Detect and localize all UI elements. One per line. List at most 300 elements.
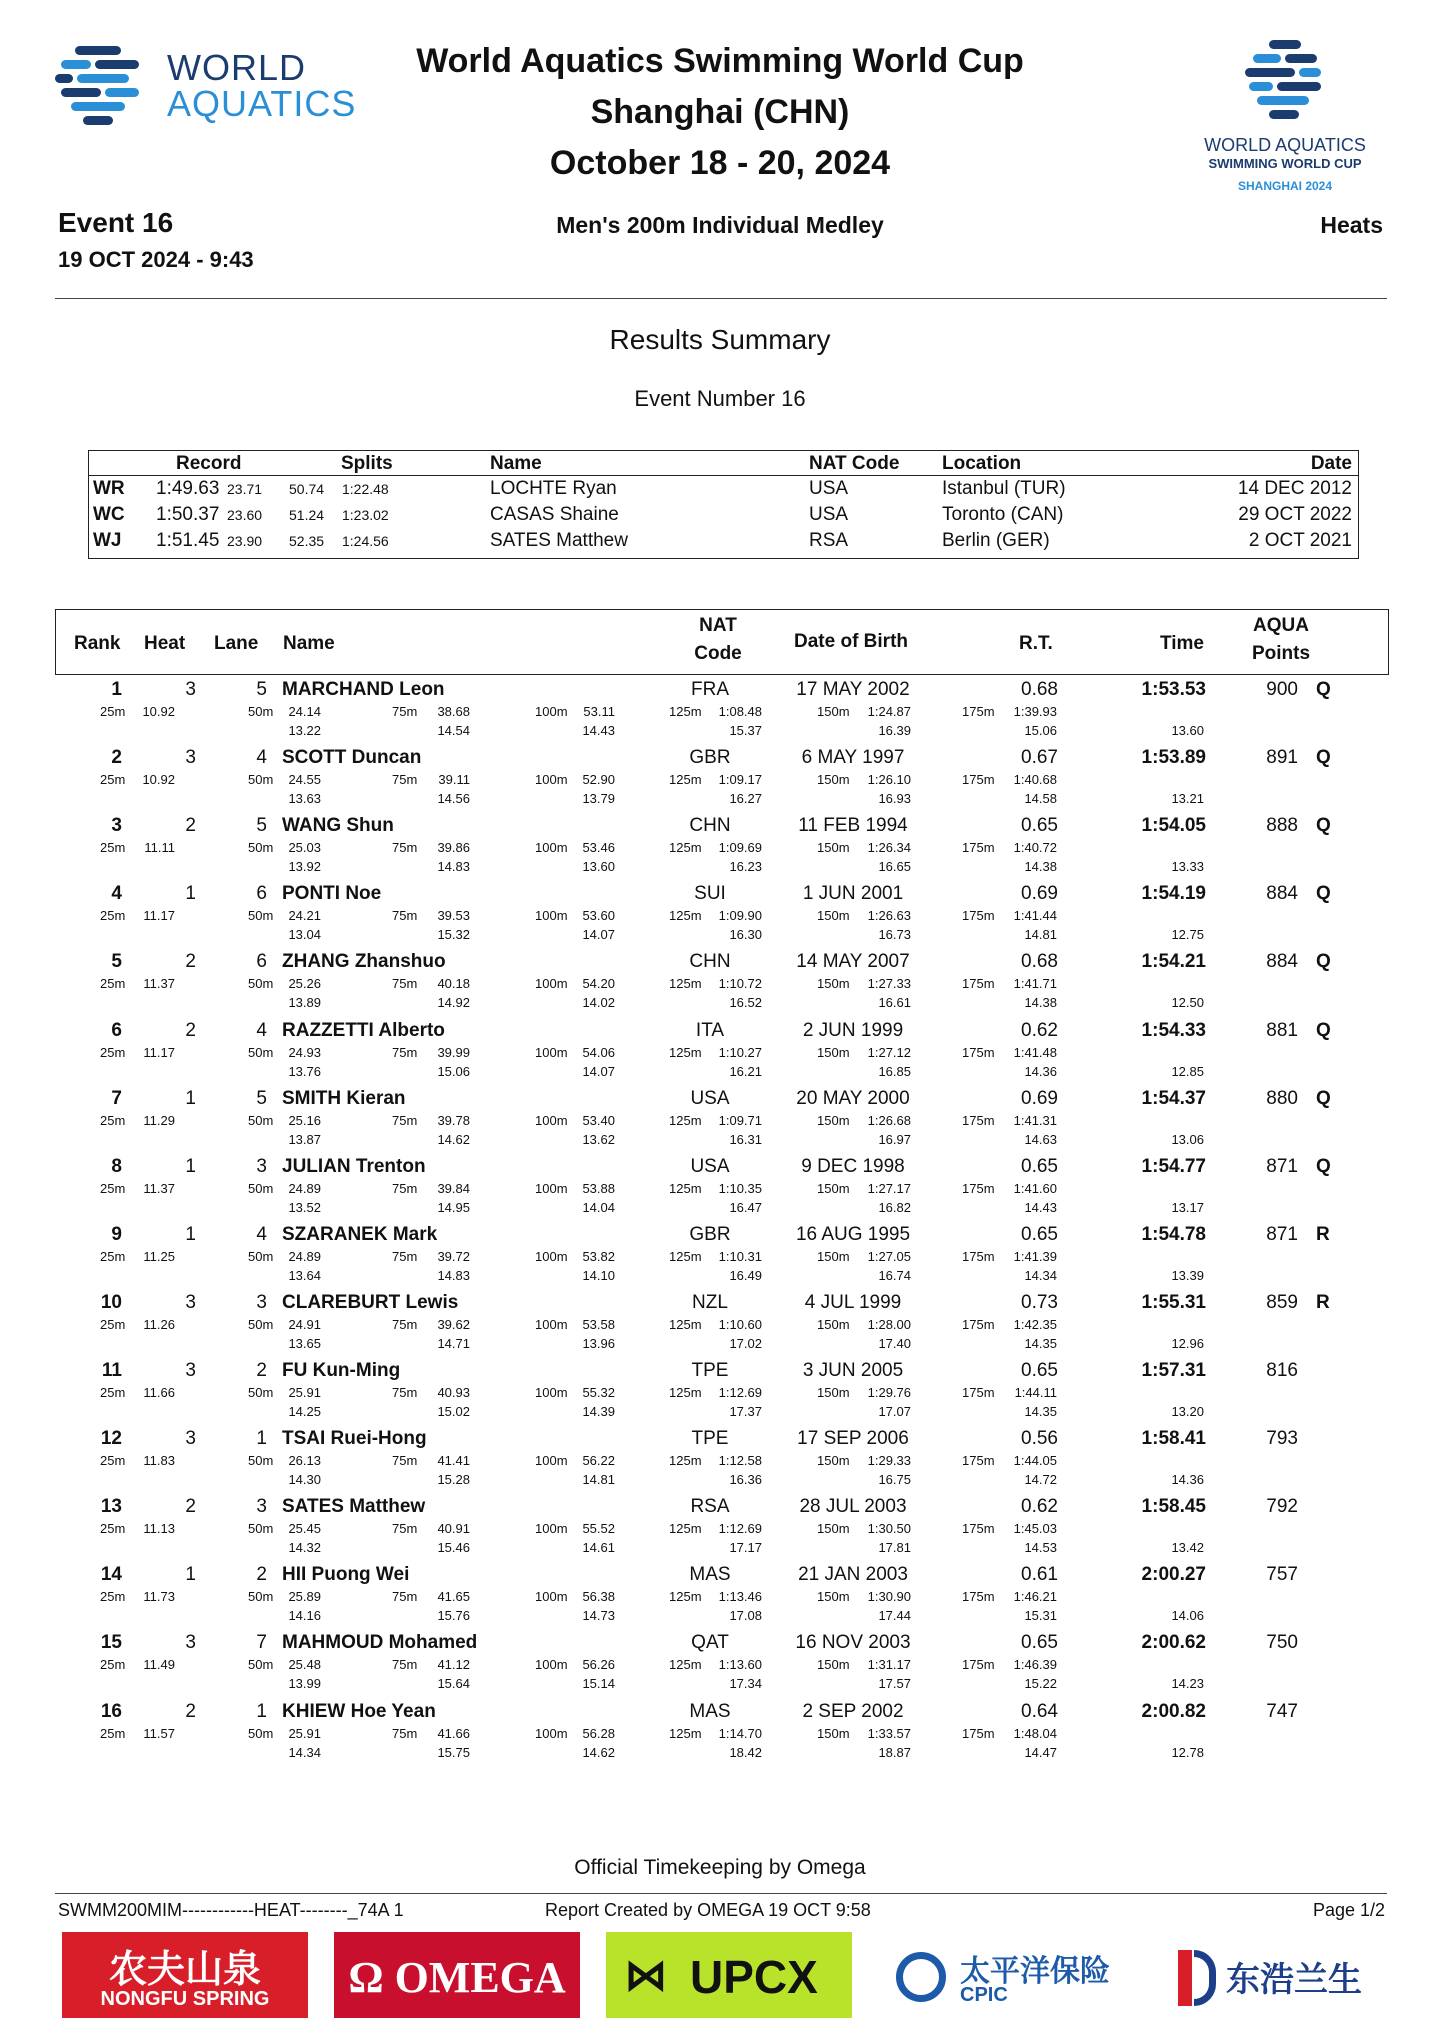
split-time: 1:30.90 — [867, 1589, 911, 1605]
split-label: 150m — [817, 1112, 850, 1128]
result-rt: 0.61 — [1021, 1564, 1058, 1586]
split-label: 175m — [962, 1521, 995, 1537]
split-label: 125m — [669, 1044, 702, 1060]
lap-time: 14.62 — [582, 1744, 615, 1760]
split-label: 125m — [669, 1589, 702, 1605]
result-rank: 7 — [111, 1087, 122, 1109]
split-label: 100m — [535, 1180, 568, 1196]
lap-time: 15.14 — [582, 1676, 615, 1692]
split-time: 11.37 — [143, 1180, 175, 1196]
split-label: 100m — [535, 908, 568, 924]
footer-divider — [55, 1893, 1387, 1894]
lap-time: 14.35 — [1024, 1335, 1057, 1351]
result-heat: 3 — [185, 1428, 196, 1450]
result-row — [0, 747, 1440, 815]
result-dob: 2 JUN 1999 — [802, 1019, 904, 1041]
split-label: 175m — [962, 1589, 995, 1605]
split-label: 25m — [100, 1180, 126, 1196]
records-header-date: Date — [1310, 453, 1352, 474]
result-dob: 17 SEP 2006 — [797, 1428, 909, 1450]
result-name: MAHMOUD Mohamed — [282, 1632, 478, 1654]
split-label: 150m — [817, 704, 850, 719]
result-points: 871 — [1266, 1223, 1298, 1245]
result-nat: FRA — [691, 679, 729, 700]
lap-time: 14.38 — [1024, 995, 1057, 1011]
split-label: 50m — [248, 772, 274, 788]
lap-time: 12.85 — [1171, 1063, 1204, 1079]
lap-time: 13.60 — [1171, 723, 1204, 738]
split-time: 1:48.04 — [1013, 1725, 1057, 1741]
split-label: 25m — [100, 1589, 126, 1605]
split-label: 75m — [392, 1385, 418, 1400]
result-name: PONTI Noe — [282, 883, 382, 905]
result-time: 1:54.77 — [1141, 1155, 1206, 1177]
split-label: 125m — [669, 1385, 702, 1400]
split-label: 175m — [962, 1112, 995, 1128]
lap-time: 17.08 — [729, 1608, 762, 1624]
result-heat: 3 — [185, 1291, 196, 1313]
lap-time: 13.96 — [582, 1335, 615, 1351]
split-label: 75m — [392, 1521, 418, 1537]
split-time: 53.60 — [582, 908, 615, 924]
split-time: 1:13.60 — [718, 1657, 762, 1673]
result-rank: 4 — [111, 883, 122, 905]
split-time: 39.84 — [437, 1180, 470, 1196]
result-rt: 0.65 — [1021, 1223, 1058, 1245]
result-nat: GBR — [689, 747, 731, 769]
lap-time: 14.38 — [1024, 859, 1057, 875]
result-lane: 4 — [256, 747, 267, 769]
result-row — [0, 1564, 1440, 1632]
result-rank: 6 — [111, 1019, 122, 1041]
split-time: 11.83 — [143, 1453, 175, 1469]
result-time: 2:00.82 — [1141, 1700, 1206, 1722]
lap-time: 14.83 — [437, 859, 470, 875]
result-rank: 8 — [111, 1155, 122, 1177]
record-split-150: 1:23.02 — [342, 507, 389, 523]
result-lane: 7 — [256, 1632, 267, 1654]
split-time: 1:09.69 — [718, 840, 762, 856]
split-time: 1:42.35 — [1013, 1316, 1057, 1332]
result-qualifier: R — [1316, 1223, 1330, 1245]
record-location: Toronto (CAN) — [942, 504, 1064, 525]
sponsor-cpic-logo — [880, 1932, 1130, 2018]
split-label: 125m — [669, 1521, 702, 1537]
lap-time: 14.71 — [437, 1335, 470, 1351]
split-label: 175m — [962, 1248, 995, 1264]
split-label: 150m — [817, 908, 850, 924]
result-dob: 28 JUL 2003 — [799, 1496, 907, 1518]
result-row — [0, 1428, 1440, 1496]
result-rank: 5 — [111, 951, 122, 973]
results-header — [55, 609, 1389, 675]
result-dob: 6 MAY 1997 — [801, 747, 905, 769]
sponsor-nongfu-name: 农夫山泉 — [108, 1949, 261, 1991]
lap-time: 14.30 — [288, 1472, 321, 1488]
split-label: 100m — [535, 1453, 568, 1469]
result-nat: CHN — [689, 815, 731, 837]
world-cup-logo-line-2: SWIMMING WORLD CUP — [1208, 156, 1362, 171]
lap-time: 14.95 — [437, 1199, 470, 1215]
split-time: 39.99 — [437, 1044, 470, 1060]
lap-time: 14.23 — [1171, 1676, 1204, 1692]
result-nat: QAT — [691, 1632, 729, 1654]
split-label: 50m — [248, 1657, 274, 1673]
split-label: 100m — [535, 1248, 568, 1264]
lap-time: 15.32 — [437, 927, 470, 943]
split-label: 125m — [669, 1725, 702, 1741]
split-label: 75m — [392, 1248, 418, 1264]
result-rank: 2 — [111, 747, 122, 769]
split-label: 25m — [100, 1044, 126, 1060]
sponsor-donghao-logo — [1160, 1932, 1390, 2018]
lap-time: 14.10 — [582, 1267, 615, 1283]
lap-time: 16.73 — [878, 927, 911, 943]
split-label: 75m — [392, 1316, 418, 1332]
title-line-2: Shanghai (CHN) — [590, 93, 850, 131]
lap-time: 15.64 — [437, 1676, 470, 1692]
split-time: 1:41.31 — [1013, 1112, 1057, 1128]
result-nat: MAS — [689, 1700, 731, 1722]
result-points: 757 — [1266, 1564, 1298, 1586]
result-name: SCOTT Duncan — [282, 747, 422, 769]
result-time: 1:54.33 — [1141, 1019, 1206, 1041]
lap-time: 15.37 — [729, 723, 762, 738]
lap-time: 14.36 — [1024, 1063, 1057, 1079]
split-time: 40.93 — [437, 1385, 470, 1400]
record-split-50: 23.60 — [227, 507, 263, 523]
result-name: SATES Matthew — [282, 1496, 426, 1518]
result-rank: 14 — [100, 1564, 122, 1586]
split-label: 50m — [248, 908, 274, 924]
split-label: 175m — [962, 772, 995, 788]
result-heat: 2 — [185, 951, 196, 973]
result-nat: USA — [690, 1155, 730, 1177]
lap-time: 13.87 — [288, 1131, 321, 1147]
result-rt: 0.68 — [1021, 679, 1058, 700]
result-nat: TPE — [691, 1360, 729, 1381]
lap-time: 14.39 — [582, 1404, 615, 1419]
record-split-150: 1:22.48 — [342, 481, 389, 497]
split-time: 39.78 — [437, 1112, 470, 1128]
lap-time: 17.34 — [729, 1676, 762, 1692]
split-label: 150m — [817, 1044, 850, 1060]
record-split-50: 23.90 — [227, 533, 263, 549]
split-label: 100m — [535, 772, 568, 788]
split-time: 25.48 — [288, 1657, 321, 1673]
result-lane: 5 — [256, 815, 267, 837]
split-time: 1:26.34 — [867, 840, 911, 856]
split-label: 125m — [669, 1657, 702, 1673]
col-name: Name — [283, 633, 335, 654]
event-phase: Heats — [1320, 212, 1383, 238]
result-nat: GBR — [689, 1223, 731, 1245]
split-time: 56.28 — [582, 1725, 615, 1741]
sponsor-nongfu-sub: NONGFU SPRING — [100, 1988, 270, 2010]
result-rt: 0.65 — [1021, 1155, 1058, 1177]
donghao-mark-icon — [1178, 1950, 1192, 2006]
split-time: 1:27.12 — [867, 1044, 911, 1060]
split-label: 75m — [392, 1180, 418, 1196]
result-rt: 0.69 — [1021, 883, 1058, 905]
lap-time: 14.81 — [582, 1472, 615, 1488]
split-time: 1:41.48 — [1013, 1044, 1057, 1060]
split-time: 41.41 — [437, 1453, 470, 1469]
split-time: 11.49 — [143, 1657, 175, 1673]
result-nat: TPE — [691, 1428, 729, 1450]
lap-time: 13.99 — [288, 1676, 321, 1692]
split-time: 55.52 — [582, 1521, 615, 1537]
result-points: 881 — [1266, 1019, 1298, 1041]
lap-time: 18.42 — [729, 1744, 762, 1760]
split-label: 50m — [248, 1725, 274, 1741]
result-dob: 14 MAY 2007 — [796, 951, 910, 973]
split-time: 1:27.33 — [867, 976, 911, 992]
result-lane: 3 — [256, 1291, 267, 1313]
result-rt: 0.62 — [1021, 1496, 1058, 1518]
result-lane: 3 — [256, 1155, 267, 1177]
split-time: 39.53 — [437, 908, 470, 924]
lap-time: 16.27 — [729, 791, 762, 807]
split-time: 25.26 — [288, 976, 321, 992]
split-label: 100m — [535, 1385, 568, 1400]
split-label: 100m — [535, 1657, 568, 1673]
lap-time: 14.35 — [1024, 1404, 1057, 1419]
split-time: 1:40.72 — [1013, 840, 1057, 856]
result-rank: 10 — [100, 1291, 122, 1313]
lap-time: 14.43 — [1024, 1199, 1057, 1215]
result-rt: 0.65 — [1021, 1632, 1058, 1654]
result-rt: 0.65 — [1021, 1360, 1058, 1381]
result-lane: 2 — [256, 1360, 267, 1381]
split-label: 150m — [817, 840, 850, 856]
records-header-nat: NAT Code — [809, 453, 900, 474]
split-label: 100m — [535, 1725, 568, 1741]
result-qualifier: Q — [1316, 747, 1331, 769]
split-label: 50m — [248, 1112, 274, 1128]
col-nat-1: NAT — [699, 615, 737, 636]
split-time: 41.66 — [437, 1725, 470, 1741]
split-time: 1:39.93 — [1013, 704, 1057, 719]
lap-time: 16.31 — [729, 1131, 762, 1147]
split-time: 53.58 — [582, 1316, 615, 1332]
result-nat: MAS — [689, 1564, 731, 1586]
lap-time: 13.62 — [582, 1131, 615, 1147]
split-label: 25m — [100, 1453, 126, 1469]
split-time: 24.55 — [288, 772, 321, 788]
result-name: KHIEW Hoe Yean — [282, 1700, 436, 1722]
split-label: 50m — [248, 976, 274, 992]
col-aqua-2: Points — [1251, 643, 1311, 664]
split-label: 125m — [669, 1248, 702, 1264]
timekeeping-note: Official Timekeeping by Omega — [574, 1856, 866, 1879]
split-label: 175m — [962, 840, 995, 856]
col-time: Time — [1160, 633, 1205, 654]
lap-time: 17.40 — [878, 1335, 911, 1351]
logo-word-world: WORLD — [167, 47, 306, 88]
records-header-location: Location — [942, 453, 1022, 474]
split-time: 1:44.11 — [1014, 1385, 1057, 1400]
sponsor-upcx-logo — [606, 1932, 852, 2018]
split-time: 53.11 — [583, 704, 615, 719]
world-aquatics-logo — [55, 40, 395, 140]
result-heat: 1 — [185, 1155, 196, 1177]
split-time: 55.32 — [582, 1385, 615, 1400]
split-time: 1:10.27 — [718, 1044, 762, 1060]
split-label: 75m — [392, 1112, 418, 1128]
split-label: 150m — [817, 1657, 850, 1673]
lap-time: 16.47 — [729, 1199, 762, 1215]
result-heat: 1 — [185, 1564, 196, 1586]
split-label: 25m — [100, 976, 126, 992]
lap-time: 17.44 — [878, 1608, 911, 1624]
sponsor-upcx-name: UPCX — [690, 1951, 818, 2003]
split-label: 175m — [962, 1453, 995, 1469]
record-nat: USA — [809, 478, 849, 499]
col-aqua-1: AQUA — [1253, 615, 1309, 636]
lap-time: 14.36 — [1171, 1472, 1204, 1488]
result-rt: 0.65 — [1021, 815, 1058, 837]
col-dob: Date of Birth — [794, 631, 908, 652]
result-nat: ITA — [695, 1019, 725, 1041]
split-time: 39.62 — [437, 1316, 470, 1332]
record-type: WJ — [93, 530, 122, 551]
split-label: 125m — [669, 840, 702, 856]
result-name: SMITH Kieran — [282, 1087, 406, 1109]
split-label: 175m — [962, 704, 995, 719]
result-points: 859 — [1266, 1291, 1298, 1313]
result-rt: 0.69 — [1021, 1087, 1058, 1109]
lap-time: 13.22 — [288, 723, 321, 738]
result-nat: NZL — [692, 1291, 728, 1313]
result-qualifier: Q — [1316, 1019, 1331, 1041]
lap-time: 15.22 — [1024, 1676, 1057, 1692]
lap-time: 13.92 — [288, 859, 321, 875]
result-heat: 2 — [185, 1700, 196, 1722]
event-label: Event 16 — [58, 207, 174, 238]
split-time: 38.68 — [437, 704, 470, 719]
split-label: 50m — [248, 1521, 274, 1537]
lap-time: 14.04 — [582, 1199, 615, 1215]
lap-time: 13.20 — [1171, 1404, 1204, 1419]
sponsor-omega-name: Ω OMEGA — [348, 1953, 566, 2002]
result-row — [0, 1701, 1440, 1769]
result-time: 1:58.41 — [1141, 1428, 1206, 1450]
result-time: 2:00.62 — [1141, 1632, 1206, 1654]
lap-time: 17.02 — [729, 1335, 762, 1351]
result-rt: 0.67 — [1021, 747, 1058, 769]
result-points: 888 — [1266, 815, 1298, 837]
result-heat: 2 — [185, 1496, 196, 1518]
result-rank: 1 — [111, 679, 122, 700]
lap-time: 14.02 — [582, 995, 615, 1011]
split-label: 125m — [669, 704, 702, 719]
result-dob: 11 FEB 1994 — [798, 815, 908, 837]
world-cup-logo-line-3: SHANGHAI 2024 — [1237, 179, 1333, 193]
result-row — [0, 951, 1440, 1019]
split-label: 100m — [535, 1589, 568, 1605]
records-header-divider — [89, 475, 1358, 476]
result-dob: 1 JUN 2001 — [802, 883, 904, 905]
split-label: 25m — [100, 704, 126, 719]
result-dob: 3 JUN 2005 — [802, 1360, 904, 1381]
lap-time: 12.50 — [1171, 995, 1204, 1011]
event-name: Men's 200m Individual Medley — [556, 212, 884, 238]
result-time: 1:54.37 — [1141, 1087, 1206, 1109]
result-row — [0, 1632, 1440, 1700]
split-time: 1:26.63 — [867, 908, 911, 924]
lap-time: 13.76 — [288, 1063, 321, 1079]
split-time: 1:41.39 — [1013, 1248, 1057, 1264]
split-label: 175m — [962, 1316, 995, 1332]
split-time: 1:26.10 — [867, 772, 911, 788]
result-points: 880 — [1266, 1087, 1298, 1109]
split-time: 1:10.72 — [718, 976, 762, 992]
result-lane: 5 — [256, 679, 267, 700]
lap-time: 14.92 — [437, 995, 470, 1011]
result-rank: 13 — [100, 1496, 122, 1518]
split-label: 150m — [817, 1521, 850, 1537]
lap-time: 13.42 — [1171, 1540, 1204, 1556]
split-label: 50m — [248, 840, 274, 856]
record-location: Berlin (GER) — [942, 530, 1050, 551]
result-points: 816 — [1266, 1360, 1298, 1381]
result-rank: 3 — [111, 815, 122, 837]
split-label: 100m — [535, 840, 568, 856]
lap-time: 15.75 — [437, 1744, 470, 1760]
result-heat: 3 — [185, 1360, 196, 1381]
record-split-50: 23.71 — [227, 481, 263, 497]
result-name: WANG Shun — [282, 815, 394, 837]
record-split-100: 52.35 — [289, 533, 325, 549]
split-time: 1:41.71 — [1013, 976, 1057, 992]
split-time: 1:28.00 — [867, 1316, 911, 1332]
split-time: 1:24.87 — [867, 704, 911, 719]
split-time: 1:29.33 — [867, 1453, 911, 1469]
cpic-mark-icon — [896, 1952, 946, 2002]
record-split-100: 50.74 — [289, 481, 325, 497]
split-label: 175m — [962, 1180, 995, 1196]
lap-time: 16.36 — [729, 1472, 762, 1488]
split-label: 50m — [248, 1180, 274, 1196]
result-points: 884 — [1266, 951, 1298, 973]
split-label: 75m — [392, 1725, 418, 1741]
split-time: 24.89 — [288, 1248, 321, 1264]
section-subtitle: Event Number 16 — [634, 386, 806, 411]
result-lane: 6 — [256, 951, 267, 973]
result-time: 1:54.78 — [1141, 1223, 1206, 1245]
result-rank: 9 — [111, 1223, 122, 1245]
split-label: 25m — [100, 1112, 126, 1128]
lap-time: 15.02 — [437, 1404, 470, 1419]
split-label: 75m — [392, 1044, 418, 1060]
records-header-name: Name — [490, 453, 542, 474]
lap-time: 13.64 — [288, 1267, 321, 1283]
split-time: 11.57 — [143, 1725, 175, 1741]
result-rank: 15 — [100, 1632, 122, 1654]
split-label: 50m — [248, 1316, 274, 1332]
split-label: 25m — [100, 1521, 126, 1537]
split-label: 50m — [248, 1248, 274, 1264]
result-rt: 0.68 — [1021, 951, 1058, 973]
lap-time: 15.06 — [1024, 723, 1057, 738]
lap-time: 16.23 — [729, 859, 762, 875]
split-label: 150m — [817, 1248, 850, 1264]
record-split-150: 1:24.56 — [342, 533, 389, 549]
result-dob: 9 DEC 1998 — [801, 1155, 905, 1177]
result-row — [0, 1088, 1440, 1156]
lap-time: 16.21 — [729, 1063, 762, 1079]
